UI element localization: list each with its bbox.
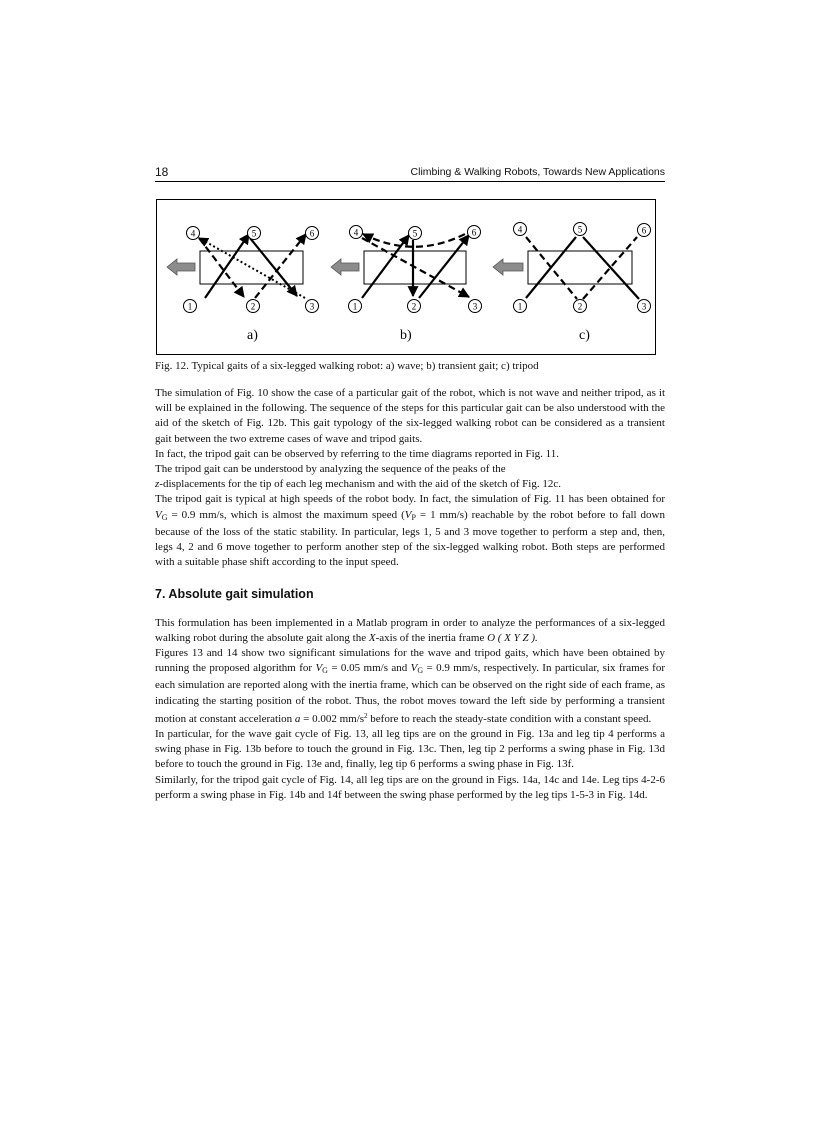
- paragraph: The tripod gait is typical at high speeds of the robot body. In fact, the simulation of Fig. 11 has been obtained for $V_G = 0.9$ mm/s, which is almost the maximum speed ($V_P = 1$ mm/s) reachable by the robot before to fall down because of the loss of the static stability. In particular, legs 1, 5 and 3 move together to perform a step and, then, legs 4, 2 and 6 move together to perform another step of the six-legged walking robot. Both steps are performed with a suitable phase shift according to the input speed.: [155, 493, 666, 569]
- paragraph: Similarly, for the tripod gait cycle of Fig. 14, all leg tips are on the ground in Figs. 14a, 14c and 14e. Leg tips 4-2-6 perform a swing phase in Fig. 14b and 14f between the swing phase performed by the leg tips 1-5-3 in Fig. 14d.: [155, 773, 665, 801]
- robot-body: [528, 251, 632, 284]
- page-header: [155, 165, 665, 182]
- svg-text:3: 3: [472, 301, 478, 312]
- paragraph: The tripod gait can be understood by analyzing the sequence of the peaks of the z-displacements for the tip of each leg mechanism and with the aid of the sketch of Fig. 12c.: [155, 463, 561, 491]
- leg-3: [469, 300, 482, 313]
- body-text: [155, 386, 665, 803]
- leg-1: [184, 300, 197, 313]
- leg-1: [514, 300, 527, 313]
- panel-label-b: b): [400, 328, 412, 343]
- leg-path-5-3: [250, 238, 297, 296]
- robot-body: [200, 251, 303, 284]
- leg-path-2-6: [419, 235, 469, 298]
- leg-path-4-3: [362, 238, 469, 297]
- svg-text:6: 6: [471, 227, 477, 238]
- leg-2: [408, 300, 421, 313]
- leg-path-2-6: [255, 234, 306, 298]
- leg-6: [468, 226, 481, 239]
- leg-1: [349, 300, 362, 313]
- leg-3: [638, 300, 651, 313]
- page-number: 18: [155, 165, 169, 179]
- leg-6: [638, 224, 651, 237]
- leg-path-1-5: [205, 234, 249, 298]
- panel-a: [167, 227, 319, 344]
- panel-c: [493, 223, 651, 344]
- leg-path-1-5: [362, 235, 409, 298]
- figure-12: [156, 199, 656, 355]
- svg-text:1: 1: [187, 301, 193, 312]
- section-heading: 7. Absolute gait simulation: [155, 587, 314, 602]
- paragraph: In particular, for the wave gait cycle of Fig. 13, all leg tips are on the ground in Fig. 13a and leg tip 4 performs a swing phase in Fig. 13b before to touch the ground in Fig. 13c. Then, leg tip 2 performs a swing phase in Fig. 13d before to touch the ground in Fig. 13e and, finally, leg tip 6 performs a swing phase in Fig. 13f.: [155, 728, 665, 771]
- leg-5: [409, 227, 422, 240]
- svg-text:1: 1: [517, 301, 523, 312]
- svg-text:5: 5: [577, 224, 583, 235]
- svg-text:2: 2: [250, 301, 256, 312]
- paragraph: In fact, the tripod gait can be observed by referring to the time diagrams reported in Fig. 11.: [155, 447, 560, 460]
- svg-text:3: 3: [641, 301, 647, 312]
- leg-2: [247, 300, 260, 313]
- leg-4: [350, 226, 363, 239]
- paragraph: This formulation has been implemented in a Matlab program in order to analyze the performances of a six-legged walking robot during the absolute gait along the X-axis of the inertia frame O ( X Y Z ).: [155, 616, 665, 644]
- direction-arrow-icon: [331, 259, 359, 275]
- svg-text:5: 5: [251, 228, 257, 239]
- leg-path-4-2: [199, 238, 244, 297]
- svg-text:5: 5: [412, 228, 418, 239]
- paragraph: Figures 13 and 14 show two significant simulations for the wave and tripod gaits, which have been obtained by running the proposed algorithm for $V_G = 0.05$ mm/s and $V_G = 0.9$ mm/s, respectively. In particular, six frames for each simulation are reported along with the inertia frame, which can be observed on the right side of each frame, as indicating the starting position of the robot. Thus, the robot moves toward the left side by performing a transient motion at constant acceleration a = 0.002 $mm/s^2$ before to reach the steady-state condition with a constant speed.: [155, 647, 665, 725]
- svg-text:4: 4: [517, 224, 523, 235]
- leg-4: [187, 227, 200, 240]
- leg-6: [306, 227, 319, 240]
- running-title: Climbing & Walking Robots, Towards New Applications: [410, 166, 665, 178]
- svg-text:4: 4: [353, 227, 359, 238]
- leg-4: [514, 223, 527, 236]
- leg-path-3-4: [199, 238, 305, 298]
- panel-label-a: a): [247, 328, 258, 343]
- svg-text:1: 1: [352, 301, 358, 312]
- figure-caption: Fig. 12. Typical gaits of a six-legged walking robot: a) wave; b) transient gait; c) tripod: [155, 360, 539, 372]
- paragraph: The simulation of Fig. 10 show the case of a particular gait of the robot, which is not wave and neither tripod, as it will be explained in the following. The sequence of the steps for this particular gait can be also understood with the aid of the sketch of Fig. 12b. This gait typology of the six-legged walking robot can be considered as a transient gait between the two extreme cases of wave and tripod gaits.: [155, 387, 665, 445]
- gait-diagrams: [157, 200, 657, 356]
- svg-text:6: 6: [641, 225, 647, 236]
- panel-b: [331, 226, 482, 344]
- leg-5: [248, 227, 261, 240]
- svg-text:2: 2: [411, 301, 417, 312]
- leg-5: [574, 223, 587, 236]
- direction-arrow-icon: [493, 259, 523, 275]
- svg-text:3: 3: [309, 301, 315, 312]
- svg-text:2: 2: [577, 301, 583, 312]
- leg-3: [306, 300, 319, 313]
- svg-text:6: 6: [309, 228, 315, 239]
- svg-text:4: 4: [190, 228, 196, 239]
- direction-arrow-icon: [167, 259, 195, 275]
- panel-label-c: c): [579, 328, 590, 343]
- leg-2: [574, 300, 587, 313]
